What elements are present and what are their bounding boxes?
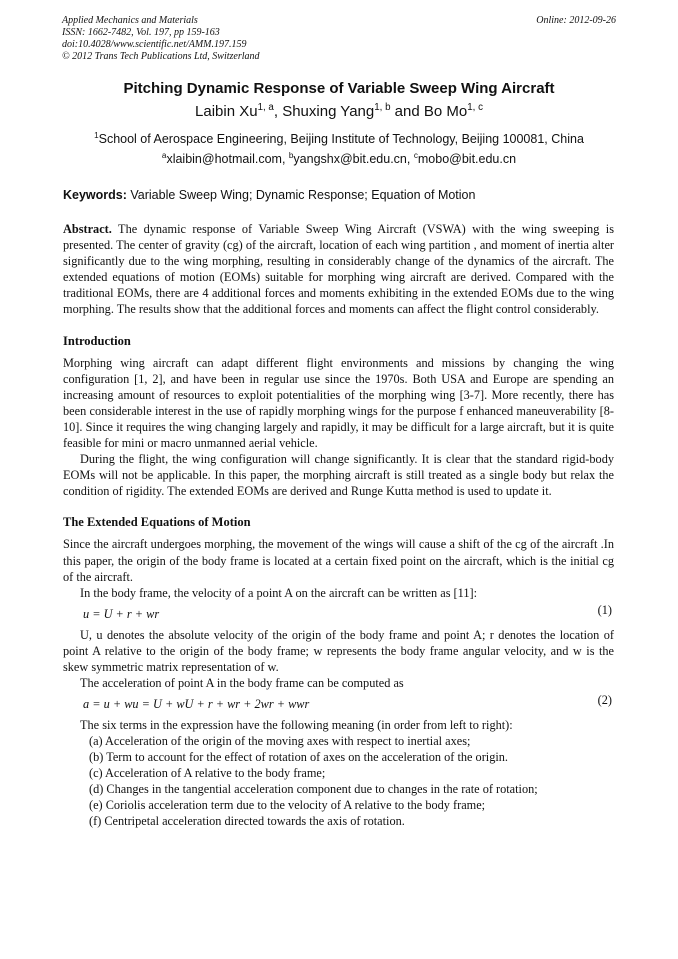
list-item: (b) Term to account for the effect of rotation of axes on the acceleration of the origin.	[89, 750, 509, 765]
author-name: Bo Mo	[423, 103, 468, 120]
body-text	[63, 221, 614, 829]
email-mark: b	[288, 150, 294, 160]
copyright-line: © 2012 Trans Tech Publications Ltd, Switzerland	[62, 51, 260, 62]
equation-number: (2)	[597, 693, 612, 708]
list-item: (d) Changes in the tangential acceleration component due to changes in the rate of rotation;	[89, 782, 538, 797]
affiliation-text: School of Aerospace Engineering, Beijing Institute of Technology, Beijing 100081, China	[98, 132, 584, 146]
abstract-text: The dynamic response of Variable Sweep Wing Aircraft (VSWA) with the wing sweeping is presented. The center of gravity (cg) of the aircraft, location of each wing partition , and moment of inertia alter significantly due to the wing morphing, resulting in considerably change of the dynamics of the aircraft. The extended equations of motion (EOMs) suitable for morphing wing aircraft are derived. Compared with the traditional EOMs, there are 4 additional forces and moments exhibiting in the extended EOMs due to the wing morphing. The results show that the additional forces and moments can affect the flight control considerably.	[63, 222, 614, 317]
paragraph: Since the aircraft undergoes morphing, the movement of the wings will cause a shift of the cg of the aircraft .In this paper, the origin of the body frame is located at a certain fixed point on the aircraft, which is the initial cg of the aircraft.	[63, 537, 614, 584]
equation-number: (1)	[597, 602, 612, 617]
paragraph: In the body frame, the velocity of a point A on the aircraft can be written as [11]:	[80, 585, 478, 600]
author-name: Shuxing Yang	[282, 103, 375, 120]
author-affil-mark: 1, b	[374, 102, 391, 113]
affiliation-mark: 1	[94, 130, 99, 140]
email-separator: ,	[281, 152, 289, 166]
author-affil-mark: 1, c	[467, 102, 483, 113]
keywords-text: Variable Sweep Wing; Dynamic Response; Equation of Motion	[126, 188, 476, 202]
journal-name: Applied Mechanics and Materials	[62, 15, 198, 26]
email-address[interactable]: yangshx@bit.edu.cn	[293, 152, 407, 166]
paragraph: During the flight, the wing configuration will change significantly. It is clear that the standard rigid-body EOMs will not be applicable. In this paper, the morphing aircraft is still treated as a single body but relax the condition of rigidity. The extended EOMs are derived and Runge Kutta method is used to update it.	[63, 452, 614, 499]
list-item: (a) Acceleration of the origin of the moving axes with respect to inertial axes;	[89, 734, 471, 749]
keywords-label: Keywords:	[63, 188, 127, 202]
section-heading-eom: The Extended Equations of Motion	[63, 515, 251, 530]
section-heading-introduction: Introduction	[63, 333, 131, 348]
paragraph: U, u denotes the absolute velocity of the origin of the body frame and point A; r denotes the location of point A relative to the origin of the body frame; w represents the body frame angular velocity, and w is the skew symmetric matrix representation of w.	[63, 627, 614, 674]
author-list	[0, 103, 678, 120]
email-list	[0, 152, 678, 166]
list-item: (f) Centripetal acceleration directed towards the axis of rotation.	[89, 814, 405, 829]
equation-2	[63, 691, 614, 717]
keywords	[63, 188, 617, 202]
author-affil-mark: 1, a	[257, 102, 274, 113]
page-header	[62, 15, 616, 63]
email-address[interactable]: xlaibin@hotmail.com	[166, 152, 282, 166]
author-name: Laibin Xu	[195, 103, 258, 120]
paper-title: Pitching Dynamic Response of Variable Sweep Wing Aircraft	[123, 80, 555, 97]
equation-1	[63, 601, 614, 627]
online-date: Online: 2012-09-26	[536, 15, 616, 26]
email-separator: ,	[406, 152, 414, 166]
paragraph: The six terms in the expression have the following meaning (in order from left to right):	[80, 718, 513, 733]
abstract	[63, 221, 614, 318]
list-item: (e) Coriolis acceleration term due to the velocity of A relative to the body frame;	[89, 798, 486, 813]
author-separator: and	[390, 103, 424, 120]
list-item: (c) Acceleration of A relative to the body frame;	[89, 766, 326, 781]
paragraph: Morphing wing aircraft can adapt different flight environments and missions by changing the wing configuration [1, 2], and have been in regular use since the 1970s. Both USA and Europe are spending an increasing amount of resources to exploit potentialities of the morphing wing [3-7]. More recently, there has been considerable interest in the use of rapidly morphing wings for the purpose f enhanced maneuverability [8-10]. Since it requires the wing changing largely and rapidly, it may be difficult for a large aircraft, but it is quite feasible for mini or macro unmanned aerial vehicle.	[63, 355, 614, 451]
email-address[interactable]: mobo@bit.edu.cn	[417, 152, 517, 166]
doi-line: doi:10.4028/www.scientific.net/AMM.197.159	[62, 39, 247, 50]
issn-line: ISSN: 1662-7482, Vol. 197, pp 159-163	[62, 27, 220, 38]
author-separator: ,	[273, 103, 283, 120]
term-list	[63, 733, 614, 829]
abstract-label: Abstract.	[63, 222, 112, 236]
affiliation	[0, 132, 678, 146]
email-mark: c	[413, 150, 418, 160]
email-mark: a	[161, 150, 167, 160]
paragraph: The acceleration of point A in the body frame can be computed as	[80, 676, 404, 691]
equation-expression: u = U + r + wr	[83, 606, 160, 621]
equation-expression: a = u + wu = U + wU + r + wr + 2wr + wwr	[83, 697, 310, 712]
